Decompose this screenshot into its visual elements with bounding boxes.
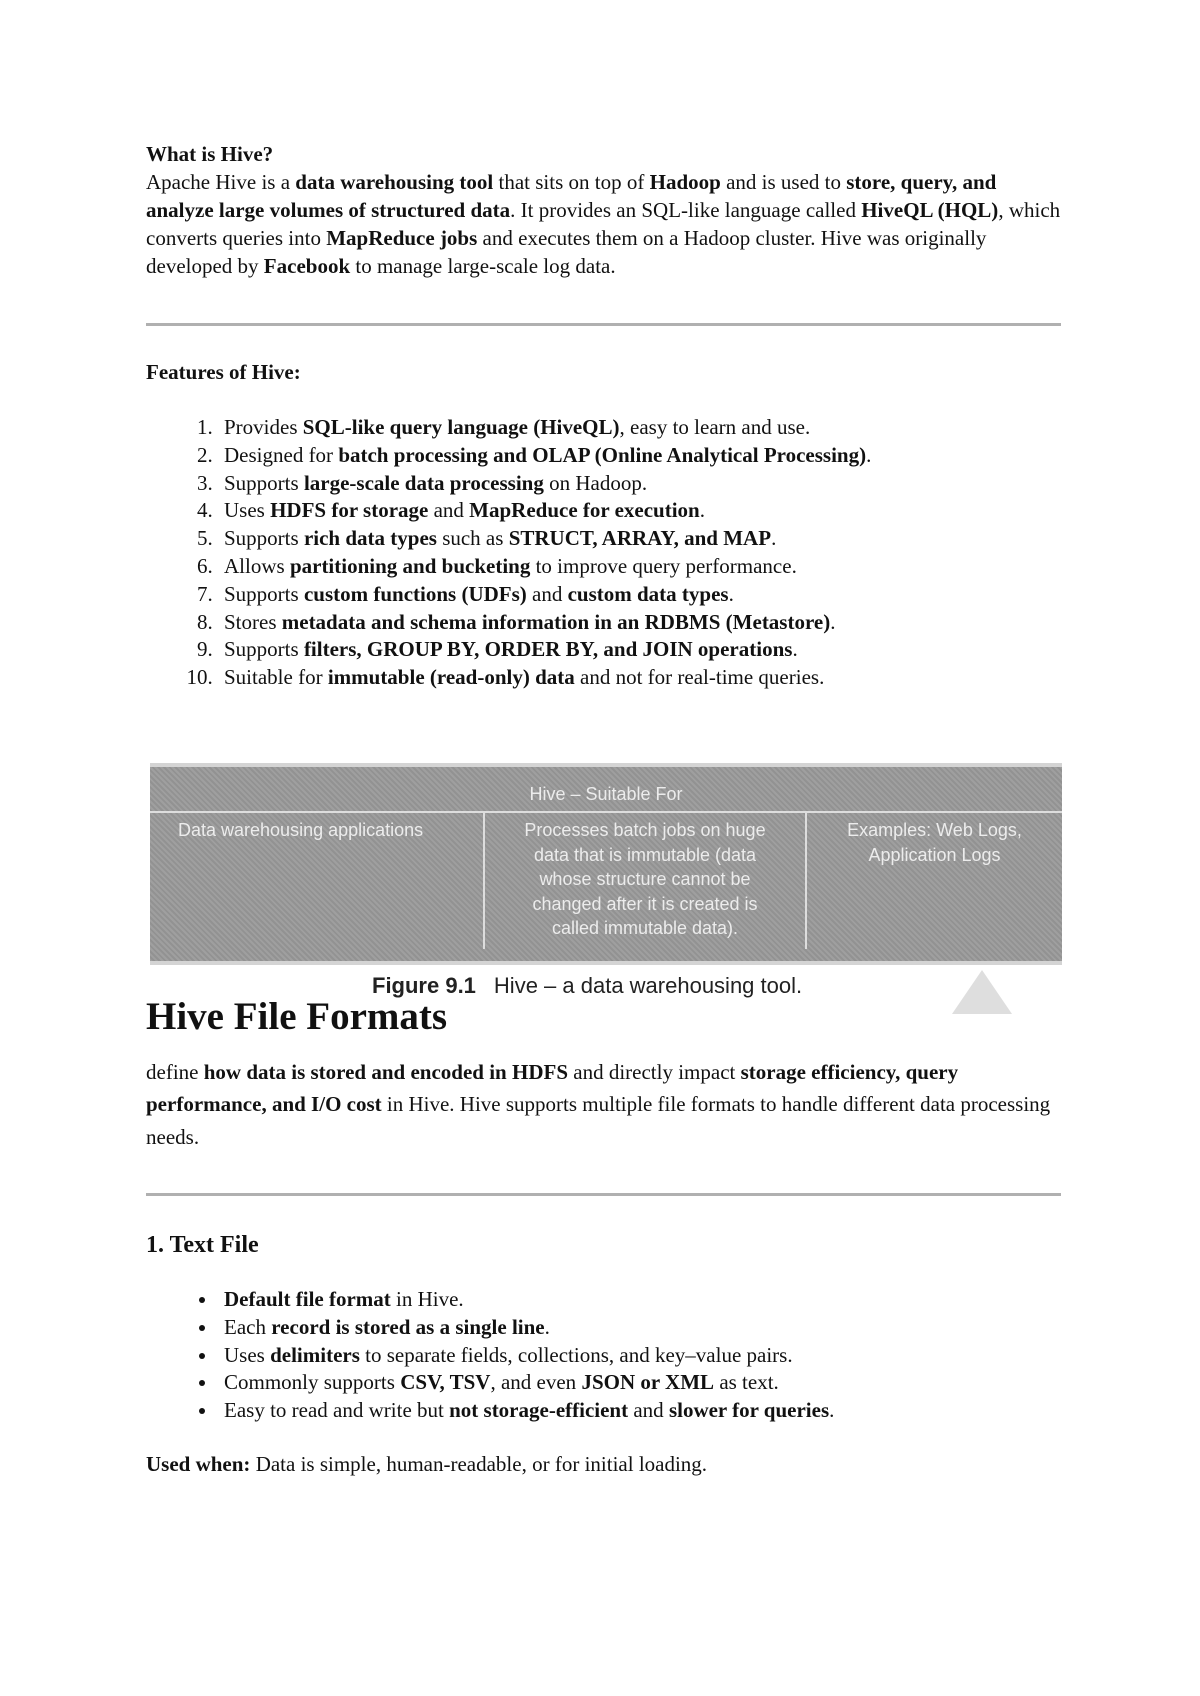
list-item: 3. Supports large-scale data processing on Hadoop.: [218, 470, 1061, 498]
figure-caption: Figure 9.1 Hive – a data warehousing tool.: [372, 973, 803, 998]
list-item: • Uses delimiters to separate fields, collections, and key–value pairs.: [218, 1342, 1061, 1370]
list-item: 6. Allows partitioning and bucketing to improve query performance.: [218, 553, 1061, 581]
list-item: 4. Uses HDFS for storage and MapReduce for execution.: [218, 497, 1061, 525]
text-file-heading: 1. Text File: [146, 1232, 259, 1259]
text-file-list: [146, 1286, 1061, 1424]
list-item: 1. Provides SQL-like query language (HiveQL), easy to learn and use.: [218, 414, 1061, 442]
figure-cell-3: Examples: Web Logs, Application Logs: [805, 813, 1062, 949]
bold-run: Facebook: [263, 254, 351, 278]
figure-image: [150, 763, 1062, 965]
figure-9-1: [150, 763, 1062, 998]
text-run: and is used to: [720, 170, 847, 194]
features-list: [146, 414, 1061, 692]
list-item: • Easy to read and write but not storage-efficient and slower for queries.: [218, 1397, 1061, 1425]
what-is-hive-paragraph: [146, 168, 1061, 280]
section-divider: [146, 1193, 1061, 1196]
bold-run: store, query, and analyze large volumes of structured data: [146, 170, 997, 222]
features-heading: Features of Hive:: [146, 360, 301, 384]
text-run: that sits on top of: [493, 170, 650, 194]
section-divider: [146, 323, 1061, 326]
triangle-icon: [952, 970, 1012, 1014]
text-run: to manage large-scale log data.: [350, 254, 616, 278]
figure-header: Hive – Suitable For: [150, 777, 1062, 813]
bold-run: MapReduce jobs: [326, 226, 478, 250]
file-formats-heading: Hive File Formats: [146, 994, 448, 1038]
list-item: • Default file format in Hive.: [218, 1286, 1061, 1314]
bold-run: data warehousing tool: [295, 170, 494, 194]
list-item: 7. Supports custom functions (UDFs) and custom data types.: [218, 581, 1061, 609]
list-item: 5. Supports rich data types such as STRUCT, ARRAY, and MAP.: [218, 525, 1061, 553]
text-run: Apache Hive is a: [146, 170, 296, 194]
used-when-line: Used when: Data is simple, human-readable, or for initial loading.: [146, 1452, 708, 1477]
list-item: 9. Supports filters, GROUP BY, ORDER BY, and JOIN operations.: [218, 636, 1061, 664]
list-item: 10. Suitable for immutable (read-only) data and not for real-time queries.: [218, 664, 1061, 692]
list-item: 2. Designed for batch processing and OLAP (Online Analytical Processing).: [218, 442, 1061, 470]
what-is-hive-heading: What is Hive?: [146, 142, 274, 166]
list-item: • Commonly supports CSV, TSV, and even JSON or XML as text.: [218, 1369, 1061, 1397]
bold-run: HiveQL (HQL): [861, 198, 999, 222]
figure-cell-1: Data warehousing applications: [178, 820, 424, 840]
text-run: , which converts queries into: [146, 198, 1061, 250]
list-item: • Each record is stored as a single line.: [218, 1314, 1061, 1342]
list-item: 8. Stores metadata and schema information in an RDBMS (Metastore).: [218, 609, 1061, 637]
text-run: . It provides an SQL-like language called: [510, 198, 862, 222]
bold-run: Hadoop: [649, 170, 721, 194]
figure-cell-2: Processes batch jobs on huge data that is immutable (data whose structure cannot be changed after it is created is called immutable data).: [483, 813, 805, 949]
file-formats-paragraph: define how data is stored and encoded in HDFS and directly impact storage efficiency, query performance, and I/O cost in Hive. Hive supports multiple file formats to handle different data processing needs.: [146, 1059, 1051, 1149]
text-run: and executes them on a Hadoop cluster. Hive was originally developed by: [146, 226, 987, 278]
